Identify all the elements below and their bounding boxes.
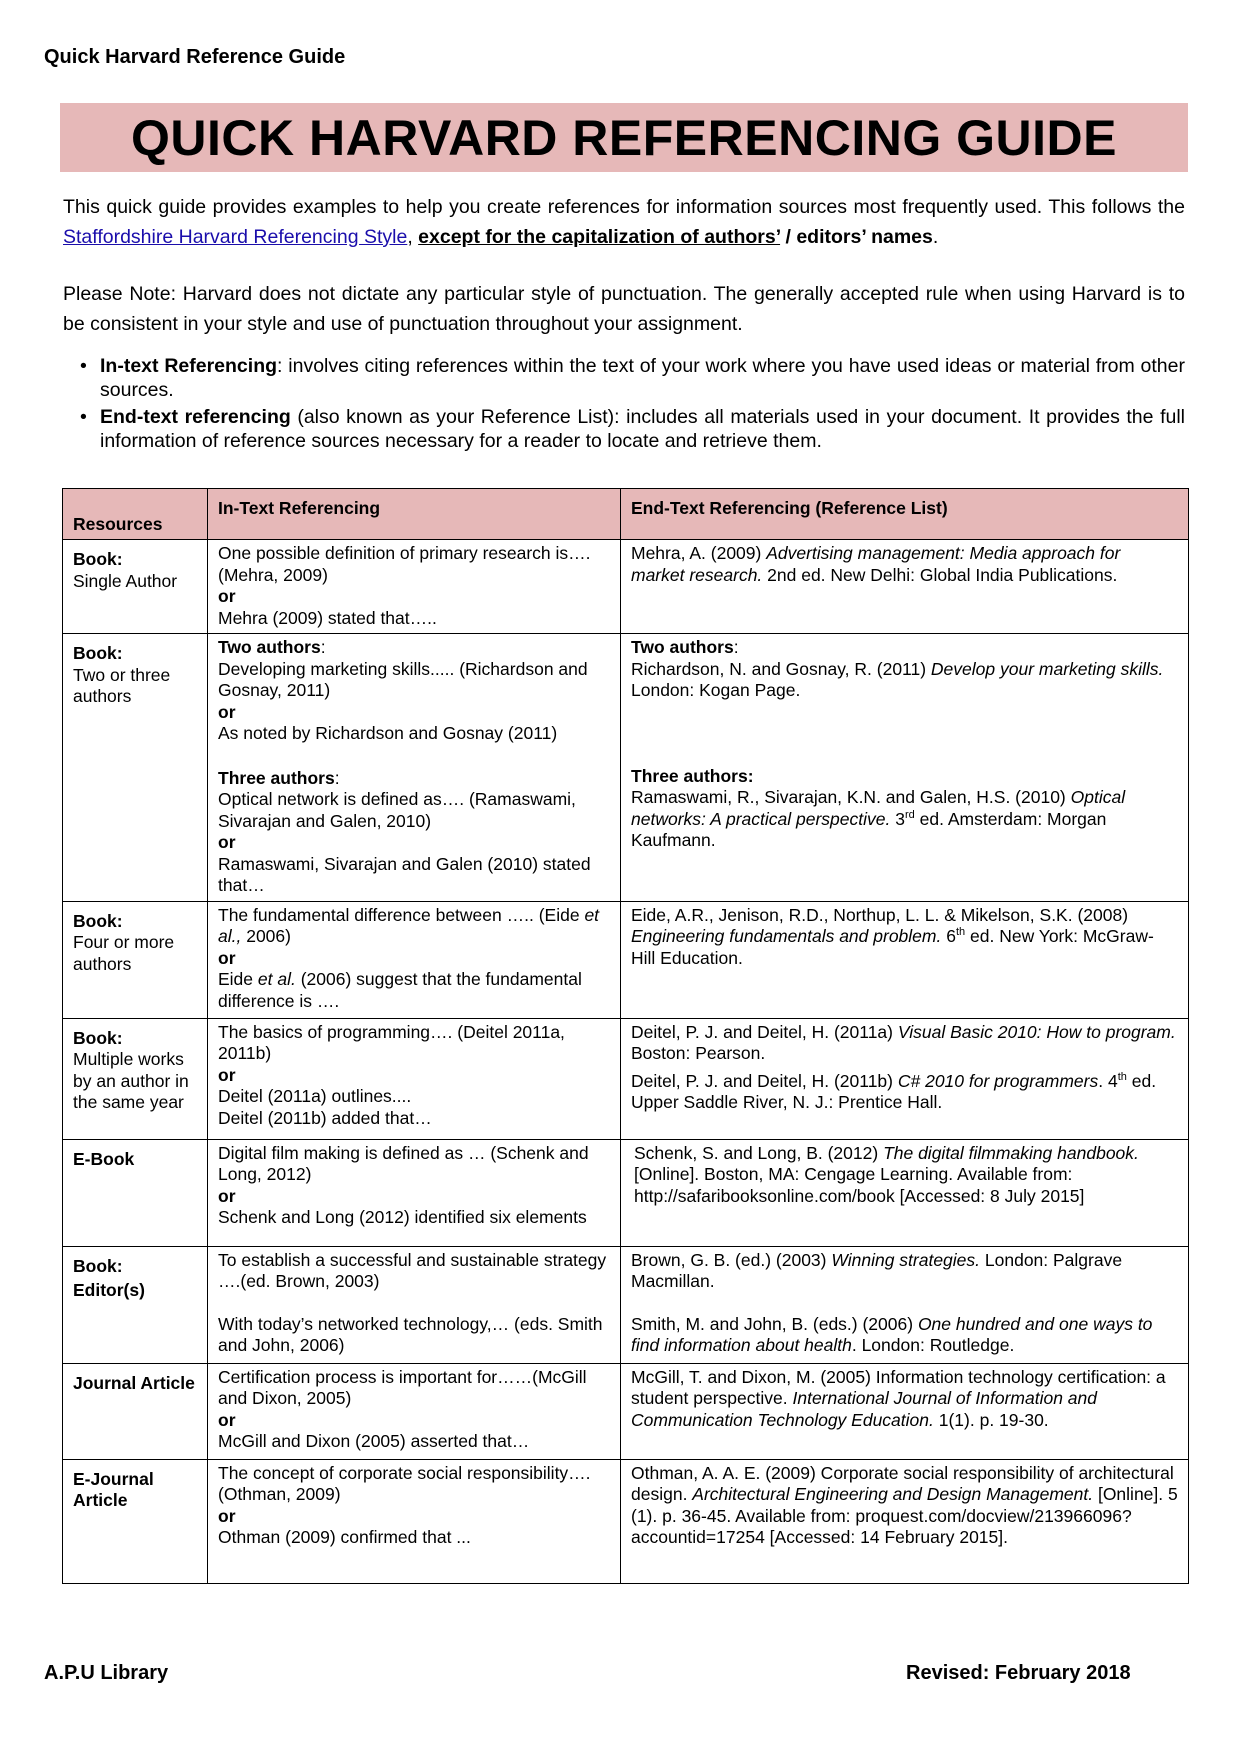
table-row	[63, 901, 1189, 1018]
citation: Ramaswami, Sivarajan and Galen (2010) stated that…	[218, 853, 591, 895]
reference-text: Boston: Pearson.	[631, 1043, 766, 1063]
reference-title: Optical networks: A practical perspective.	[631, 787, 1126, 829]
definition-list	[78, 354, 1185, 456]
note-label: Please Note:	[63, 283, 176, 305]
or-label: or	[218, 586, 236, 606]
table-row	[63, 1139, 1189, 1246]
reference-text: Deitel, P. J. and Deitel, H. (2011b)	[631, 1070, 898, 1091]
page-title: QUICK HARVARD REFERENCING GUIDE	[60, 103, 1188, 172]
reference-title: Visual Basic 2010: How to program.	[897, 1021, 1176, 1042]
reference-text: ed. Upper Saddle River, N. J.: Prentice Hall.	[631, 1070, 1157, 1112]
or-label: or	[218, 1064, 236, 1085]
note-text: Harvard does not dictate any particular style of punctuation. The generally accepted rule when using Harvard is to be consistent in your style and use of punctuation throughout your assignment.	[63, 283, 1185, 335]
table-row	[63, 634, 1189, 902]
colon: :	[320, 637, 326, 657]
end-text-cell	[621, 1459, 1189, 1583]
reference-title: Develop your marketing skills.	[930, 658, 1164, 679]
citation: McGill and Dixon (2005) asserted that…	[218, 1431, 530, 1451]
resource-cell	[63, 1459, 208, 1583]
reference-text: [Online]. 5 (1). p. 36-45. Available from: proquest.com/docview/213966096?accountid=17254 [Accessed: 14 February 2015].	[631, 1484, 1178, 1547]
reference-text: Smith, M. and John, B. (eds.) (2006)	[631, 1313, 918, 1334]
resource-subtype: Single Author	[73, 570, 178, 591]
reference-title: Winning strategies.	[831, 1249, 981, 1270]
superscript: th	[955, 926, 966, 939]
resource-cell	[63, 1363, 208, 1459]
reference-title: Advertising management: Media approach for market research.	[631, 543, 1121, 585]
end-text-cell	[621, 634, 1189, 902]
in-text-cell	[208, 634, 621, 902]
reference-text: Ramaswami, R., Sivarajan, K.N. and Galen, H.S. (2010)	[631, 787, 1071, 807]
reference-text: ed. Amsterdam: Morgan Kaufmann.	[631, 808, 1107, 850]
or-label: or	[218, 1505, 236, 1526]
resource-subtype: Two or three authors	[73, 664, 171, 706]
citation: Deitel (2011b) added that…	[218, 1107, 432, 1128]
exception-tail: / editors’ names	[780, 226, 933, 248]
reference-title: Engineering fundamentals and problem.	[631, 926, 942, 946]
two-authors-label: Two authors	[218, 637, 321, 657]
intro-paragraph	[63, 192, 1185, 252]
reference-table	[62, 488, 1189, 1584]
citation: The fundamental difference between ….. (Eide	[218, 904, 585, 925]
citation: To establish a successful and sustainable strategy ….(ed. Brown, 2003)	[218, 1249, 607, 1291]
table-row	[63, 540, 1189, 634]
in-text-cell	[208, 901, 621, 1018]
citation: The concept of corporate social responsibility….(Othman, 2009)	[218, 1462, 591, 1504]
resource-cell	[63, 1139, 208, 1246]
resource-type: Journal Article	[73, 1372, 195, 1393]
reference-text: Eide, A.R., Jenison, R.D., Northup, L. L. & Mikelson, S.K. (2008)	[631, 904, 1129, 925]
end-text-cell	[621, 1246, 1189, 1363]
table-row	[63, 1459, 1189, 1583]
reference-text: Othman, A. A. E. (2009) Corporate social responsibility of architectural design.	[631, 1462, 1174, 1504]
citation: Developing marketing skills..... (Richardson and Gosnay, 2011)	[218, 658, 588, 700]
resource-type: Book:	[73, 1255, 123, 1276]
citation: Digital film making is defined as … (Schenk and Long, 2012)	[218, 1142, 589, 1184]
resource-cell	[63, 1018, 208, 1139]
resource-cell	[63, 901, 208, 1018]
reference-text: 2nd ed. New Delhi: Global India Publications.	[762, 564, 1118, 585]
superscript: th	[1117, 1070, 1127, 1083]
reference-text: 1(1). p. 19-30.	[933, 1409, 1049, 1430]
reference-text: . London: Routledge.	[851, 1335, 1015, 1355]
resource-cell	[63, 1246, 208, 1363]
table-row	[63, 1246, 1189, 1363]
reference-text: ed. New York: McGraw-Hill Education.	[631, 926, 1154, 968]
in-text-cell	[208, 1363, 621, 1459]
resource-type: Book:	[73, 549, 123, 569]
citation: As noted by Richardson and Gosnay (2011)	[218, 723, 558, 743]
resource-type: Book:	[73, 910, 123, 931]
intro-period: .	[932, 226, 939, 248]
colon: :	[334, 767, 340, 788]
three-authors-label: Three authors:	[631, 765, 754, 786]
end-text-cell	[621, 1018, 1189, 1139]
reference-title: C# 2010 for programmers	[897, 1070, 1099, 1091]
citation: With today’s networked technology,… (eds. Smith and John, 2006)	[218, 1313, 603, 1355]
resource-type: E-Book	[73, 1148, 135, 1169]
table-header-row	[63, 489, 1189, 540]
table-row	[63, 1018, 1189, 1139]
resource-cell	[63, 634, 208, 902]
citation: Othman (2009) confirmed that ...	[218, 1527, 471, 1547]
reference-text: Schenk, S. and Long, B. (2012)	[634, 1142, 884, 1163]
reference-title: The digital filmmaking handbook.	[883, 1142, 1139, 1163]
citation: The basics of programming…. (Deitel 2011a, 2011b)	[218, 1021, 565, 1063]
footer-library: A.P.U Library	[44, 1662, 169, 1684]
list-item	[78, 354, 1185, 402]
reference-text: Richardson, N. and Gosnay, R. (2011)	[631, 658, 931, 679]
reference-title: International Journal of Information and Communication Technology Education.	[631, 1388, 1097, 1430]
reference-text: London: Kogan Page.	[631, 680, 801, 700]
reference-text: 3	[890, 808, 905, 829]
or-label: or	[218, 1409, 236, 1430]
citation: 2006)	[241, 926, 291, 946]
citation: Eide	[218, 969, 258, 989]
intro-text: This quick guide provides examples to help you create references for information sources most frequently used. This follows the	[63, 196, 1185, 218]
bullet-text: (also known as your Reference List): includes all materials used in your document. It provides the full information of reference sources necessary for a reader to locate and retrieve them.	[100, 406, 1185, 452]
two-authors-label: Two authors	[631, 637, 734, 657]
citation: Optical network is defined as…. (Ramaswami, Sivarajan and Galen, 2010)	[218, 789, 576, 831]
resource-type: Editor(s)	[73, 1280, 145, 1300]
reference-text: 6	[941, 926, 956, 946]
reference-text: [Online]. Boston, MA: Cengage Learning. Available from: http://safaribooksonline.com/book [Accessed: 8 July 2015]	[634, 1164, 1085, 1206]
resource-type: E-Journal Article	[73, 1468, 154, 1510]
citation: One possible definition of primary research is….(Mehra, 2009)	[218, 543, 591, 585]
resource-subtype: Four or more authors	[73, 932, 175, 974]
et-al: et al.,	[218, 904, 600, 946]
in-text-cell	[208, 1139, 621, 1246]
reference-text: McGill, T. and Dixon, M. (2005) Information technology certification: a student perspective.	[631, 1366, 1166, 1408]
in-text-cell	[208, 1246, 621, 1363]
please-note	[63, 279, 1185, 339]
intro-comma: ,	[407, 226, 419, 248]
reference-text: Brown, G. B. (ed.) (2003)	[631, 1249, 832, 1270]
end-text-cell	[621, 1139, 1189, 1246]
header-in-text: In-Text Referencing	[208, 489, 621, 540]
or-label: or	[218, 832, 236, 852]
superscript: rd	[904, 808, 915, 821]
bullet-term: End-text referencing	[100, 406, 291, 428]
or-label: or	[218, 701, 236, 722]
bullet-text: : involves citing references within the text of your work where you have used ideas or material from other sources.	[100, 355, 1185, 401]
resource-type: Book:	[73, 643, 123, 663]
staffordshire-style-link[interactable]: Staffordshire Harvard Referencing Style	[63, 226, 408, 248]
citation: Schenk and Long (2012) identified six elements	[218, 1207, 587, 1227]
list-item	[78, 405, 1185, 453]
reference-title: One hundred and one ways to find information about health	[631, 1313, 1153, 1355]
header-resources: Resources	[63, 489, 208, 540]
citation: Deitel (2011a) outlines....	[218, 1086, 412, 1106]
end-text-cell	[621, 1363, 1189, 1459]
reference-text: London: Palgrave Macmillan.	[631, 1249, 1123, 1291]
citation: Mehra (2009) stated that…..	[218, 607, 437, 628]
resource-subtype: Multiple works by an author in the same year	[73, 1049, 189, 1112]
colon: :	[733, 637, 739, 657]
reference-text: . 4	[1098, 1070, 1118, 1091]
exception-text: except for the capitalization of authors’	[418, 226, 781, 248]
table-row	[63, 1363, 1189, 1459]
or-label: or	[218, 1185, 236, 1206]
resource-cell	[63, 540, 208, 634]
in-text-cell	[208, 1018, 621, 1139]
footer-revised: Revised: February 2018	[906, 1662, 1131, 1684]
reference-text: Mehra, A. (2009)	[631, 543, 767, 563]
end-text-cell	[621, 901, 1189, 1018]
reference-title: Architectural Engineering and Design Management.	[692, 1484, 1094, 1504]
three-authors-label: Three authors	[218, 767, 335, 788]
running-head: Quick Harvard Reference Guide	[44, 46, 346, 68]
et-al: et al.	[257, 969, 296, 989]
citation: Certification process is important for……(McGill and Dixon, 2005)	[218, 1366, 587, 1408]
or-label: or	[218, 947, 236, 968]
bullet-term: In-text Referencing	[100, 355, 278, 377]
header-end-text: End-Text Referencing (Reference List)	[621, 489, 1189, 540]
citation: (2006) suggest that the fundamental difference is ….	[218, 969, 582, 1011]
in-text-cell	[208, 540, 621, 634]
end-text-cell	[621, 540, 1189, 634]
in-text-cell	[208, 1459, 621, 1583]
reference-text: Deitel, P. J. and Deitel, H. (2011a)	[631, 1021, 898, 1042]
resource-type: Book:	[73, 1027, 123, 1048]
